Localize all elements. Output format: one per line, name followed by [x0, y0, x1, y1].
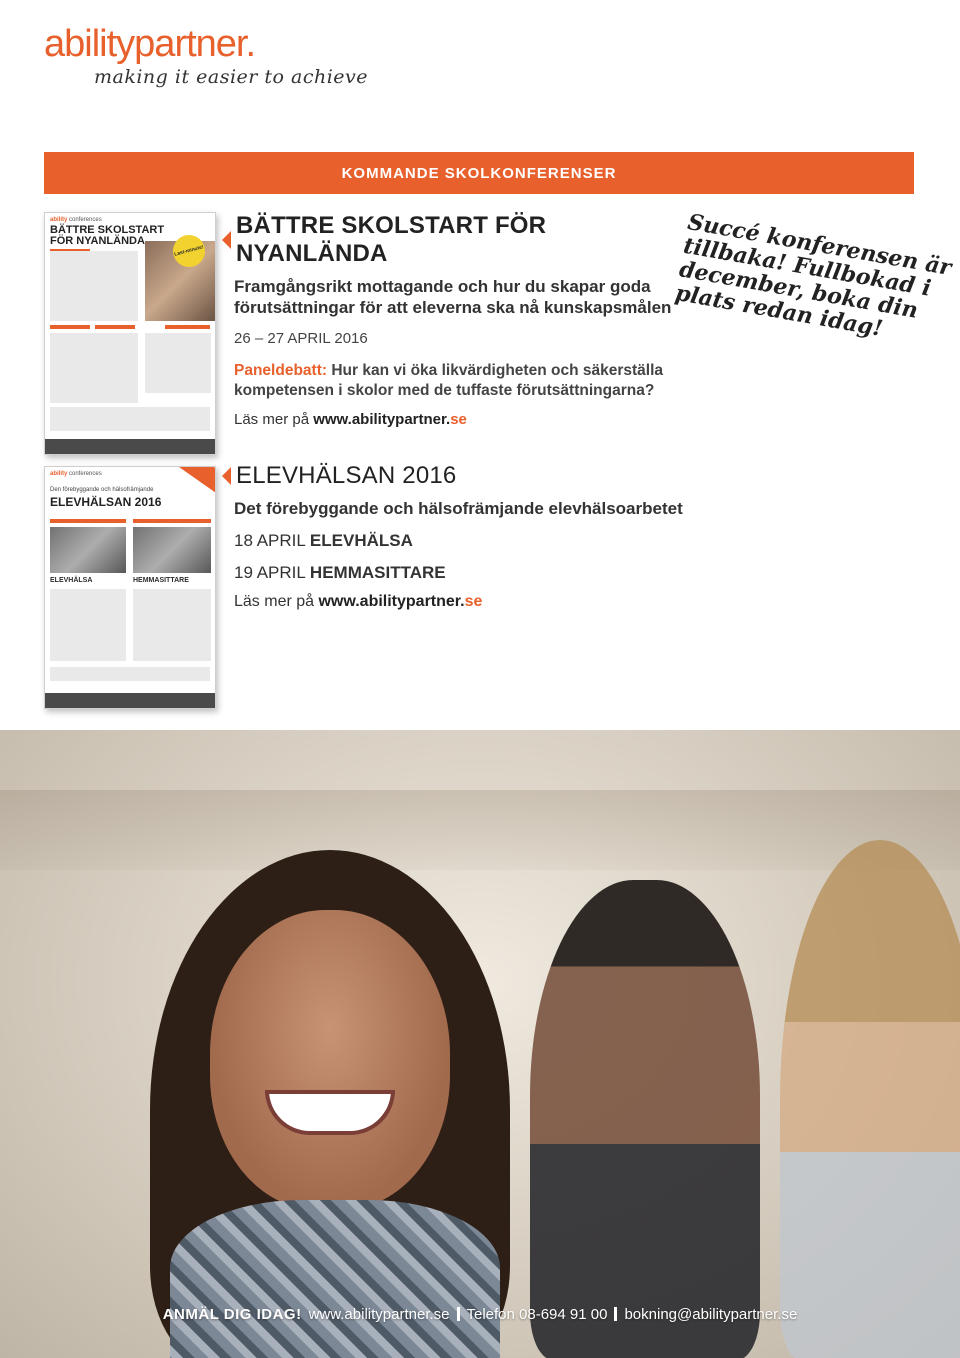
photo-student-face: [210, 910, 450, 1210]
brochure-thumbnail-nyanlanda[interactable]: [44, 212, 216, 455]
logo-tagline: making it easier to achieve: [94, 66, 369, 88]
thumb2-orange-tab: [133, 519, 211, 523]
section-header-bar: [44, 152, 914, 194]
thumb2-orange-tab: [50, 519, 126, 523]
footer-website-link[interactable]: www.abilitypartner.se: [308, 1305, 450, 1323]
thumb2-right-text: [133, 589, 211, 661]
event-elevhalsan: [222, 462, 692, 611]
event1-date: 26 – 27 APRIL 2016: [234, 330, 368, 347]
footer-email-link[interactable]: bokning@abilitypartner.se: [624, 1305, 798, 1323]
event1-heading: BÄTTRE SKOLSTART FÖR NYANLÄNDA: [222, 212, 692, 268]
students-photo: [0, 730, 960, 1358]
thumb2-title: ELEVHÄLSAN 2016: [50, 495, 162, 509]
thumb2-logos: [50, 667, 210, 681]
thumb2-photo-right: [133, 527, 211, 573]
thumb2-brand: ability conferences: [50, 471, 102, 477]
separator: [614, 1307, 617, 1321]
thumb1-sidebar: [145, 333, 211, 393]
abilitypartner-logo: [44, 24, 368, 88]
thumb1-brand: ability conferences: [50, 217, 102, 223]
event1-read-more[interactable]: Läs mer på www.abilitypartner.se: [234, 411, 467, 428]
photo-student-scarf: [170, 1200, 500, 1358]
footer-phone[interactable]: Telefon 08-694 91 00: [466, 1305, 608, 1323]
thumb1-orange-tab: [50, 325, 90, 329]
thumb2-block-left-title: ELEVHÄLSA: [50, 577, 93, 584]
separator: [457, 1307, 460, 1321]
thumb1-title: BÄTTRE SKOLSTART FÖR NYANLÄNDA: [50, 224, 165, 247]
event2-heading: ELEVHÄLSAN 2016: [222, 462, 692, 490]
contact-footer: [0, 1298, 960, 1330]
cta-text: ANMÄL DIG IDAG!: [162, 1305, 302, 1323]
logo-wordmark: abilitypartner.: [44, 23, 256, 65]
thumb2-subtitle: Den förebyggande och hälsofrämjande: [50, 487, 154, 493]
event2-date-hemmasittare: 19 APRIL HEMMASITTARE: [234, 563, 446, 582]
thumb1-orange-tab: [165, 325, 210, 329]
thumb2-block-right-title: HEMMASITTARE: [133, 577, 189, 584]
photo-student-middle: [530, 880, 760, 1358]
section-title: KOMMANDE SKOLKONFERENSER: [341, 164, 617, 182]
thumb1-list: [50, 407, 210, 431]
thumb1-speakers: [50, 333, 138, 403]
event2-date-elevhalsa: 18 APRIL ELEVHÄLSA: [234, 531, 413, 550]
thumb2-footer-band: [45, 693, 216, 709]
arrow-left-icon: [222, 467, 231, 485]
thumb2-photo-left: [50, 527, 126, 573]
event2-read-more[interactable]: Läs mer på www.abilitypartner.se: [234, 593, 483, 610]
event1-panel: Paneldebatt: Hur kan vi öka likvärdigheten och säkerställa kompetensen i skolor med de tuffaste förutsättningarna?: [234, 362, 663, 399]
thumb1-footer-band: [45, 439, 216, 455]
event1-lead: Framgångsrikt mottagande och hur du skapar goda förutsättningar för att eleverna ska nå kunskapsmålen: [234, 277, 672, 317]
brochure-thumbnail-elevhalsan[interactable]: [44, 466, 216, 709]
thumb2-left-text: [50, 589, 126, 661]
photo-shelves: [0, 790, 960, 870]
thumb1-orange-tab: [95, 325, 135, 329]
handwritten-note: Succé konferensen är tillbaka! Fullbokad i december, boka din plats redan idag!: [673, 209, 954, 343]
event-nyanlanda: [222, 212, 692, 428]
thumb1-text-block: [50, 251, 138, 321]
event2-lead: Det förebyggande och hälsofrämjande elevhälsoarbetet: [234, 499, 683, 518]
arrow-left-icon: [222, 231, 231, 249]
thumb1-badge: Last-minute!: [169, 231, 208, 270]
